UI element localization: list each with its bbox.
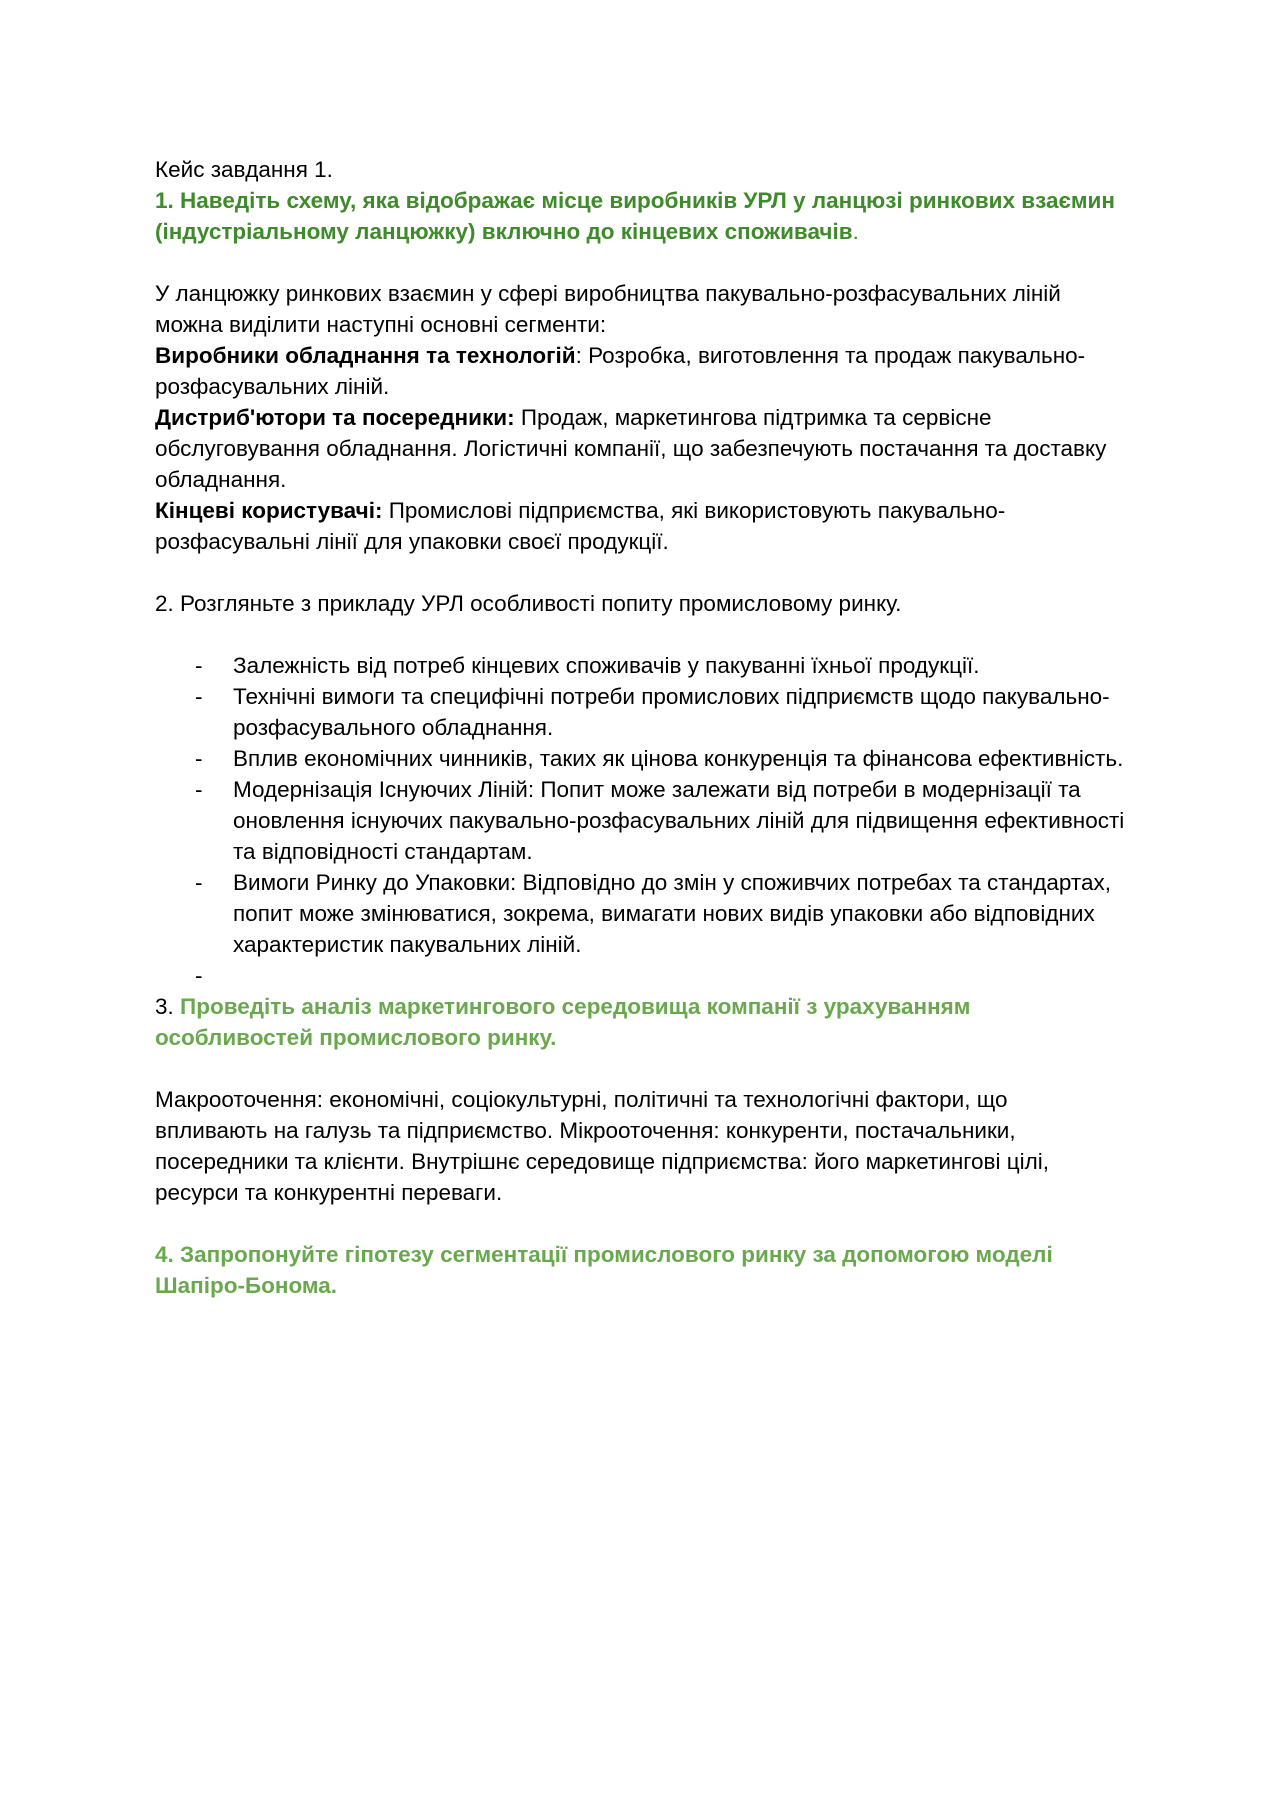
segment-text: Промислові підприємства, які використовують пакувально-розфасувальні лінії для упаковки своєї продукції. <box>155 498 1006 554</box>
segment-label: Виробники обладнання та технологій <box>155 343 576 368</box>
list-item <box>155 774 1125 867</box>
list-item-text: Модернізація Існуючих Ліній: Попит може залежати від потреби в модернізації та оновлення існуючих пакувально-розфасувальних ліній для підвищення ефективності та відповідності стандартам. <box>233 777 1125 864</box>
segment-label: Кінцеві користувачі: <box>155 498 383 523</box>
spacer <box>155 247 1125 278</box>
list-item-text: Вплив економічних чинників, таких як цінова конкуренція та фінансова ефективність. <box>233 746 1124 771</box>
segment-text: Продаж, маркетингова підтримка та сервісне обслуговування обладнання. Логістичні компанії, що забезпечують постачання та доставку обладнання. <box>155 405 1107 492</box>
segment-text: : Розробка, виготовлення та продаж пакувально-розфасувальних ліній. <box>155 343 1086 399</box>
question-1 <box>155 185 1125 247</box>
bullet-dash: - <box>195 777 203 802</box>
segment-distributors <box>155 402 1125 495</box>
list-item <box>155 867 1125 960</box>
bullet-dash: - <box>195 684 203 709</box>
spacer <box>155 619 1125 650</box>
question-3 <box>155 991 1125 1053</box>
list-item <box>155 743 1125 774</box>
spacer <box>155 1053 1125 1084</box>
bullet-dash: - <box>195 870 203 895</box>
question-4-title: 4. Запропонуйте гіпотезу сегментації промислового ринку за допомогою моделі Шапіро-Бонома. <box>155 1242 1053 1298</box>
list-item <box>155 681 1125 743</box>
spacer <box>155 1208 1125 1239</box>
list-item-text: Залежність від потреб кінцевих споживачів у пакуванні їхньої продукції. <box>233 653 980 678</box>
question-3-title: Проведіть аналіз маркетингового середовища компанії з урахуванням особливостей промислового ринку. <box>155 994 971 1050</box>
document-page <box>155 154 1125 1301</box>
answer-3-text: Макрооточення: економічні, соціокультурні, політичні та технологічні фактори, що впливають на галузь та підприємство. Мікрооточення: конкуренти, постачальники, посередники та клієнти. Внутрішнє середовище підприємства: його маркетингові цілі, ресурси та конкурентні переваги. <box>155 1087 1050 1205</box>
list-item-text: Технічні вимоги та специфічні потреби промислових підприємств щодо пакувально-розфасувального обладнання. <box>233 684 1110 740</box>
question-3-number: 3. <box>155 994 181 1019</box>
demand-features-list <box>155 650 1125 960</box>
bullet-dash: - <box>195 653 203 678</box>
spacer <box>155 557 1125 588</box>
case-title: Кейс завдання 1. <box>155 157 333 182</box>
question-2-title: 2. Розгляньте з прикладу УРЛ особливості попиту промисловому ринку. <box>155 591 902 616</box>
segment-label: Дистриб'ютори та посередники: <box>155 405 515 430</box>
list-item <box>155 650 1125 681</box>
question-1-title: 1. Наведіть схему, яка відображає місце виробників УРЛ у ланцюзі ринкових взаємин (індустріальному ланцюжку) включно до кінцевих споживачів <box>155 188 1115 244</box>
question-1-period: . <box>852 219 859 244</box>
segment-end-users <box>155 495 1125 557</box>
bullet-dash: - <box>195 746 203 771</box>
empty-list-item <box>155 960 1125 991</box>
list-item-text: Вимоги Ринку до Упаковки: Відповідно до змін у споживчих потребах та стандартах, попит може змінюватися, зокрема, вимагати нових видів упаковки або відповідних характеристик пакувальних ліній. <box>233 870 1111 957</box>
bullet-dash: - <box>195 963 203 988</box>
answer-1-intro: У ланцюжку ринкових взаємин у сфері виробництва пакувально-розфасувальних ліній можна виділити наступні основні сегменти: <box>155 281 1061 337</box>
segment-manufacturers <box>155 340 1125 402</box>
